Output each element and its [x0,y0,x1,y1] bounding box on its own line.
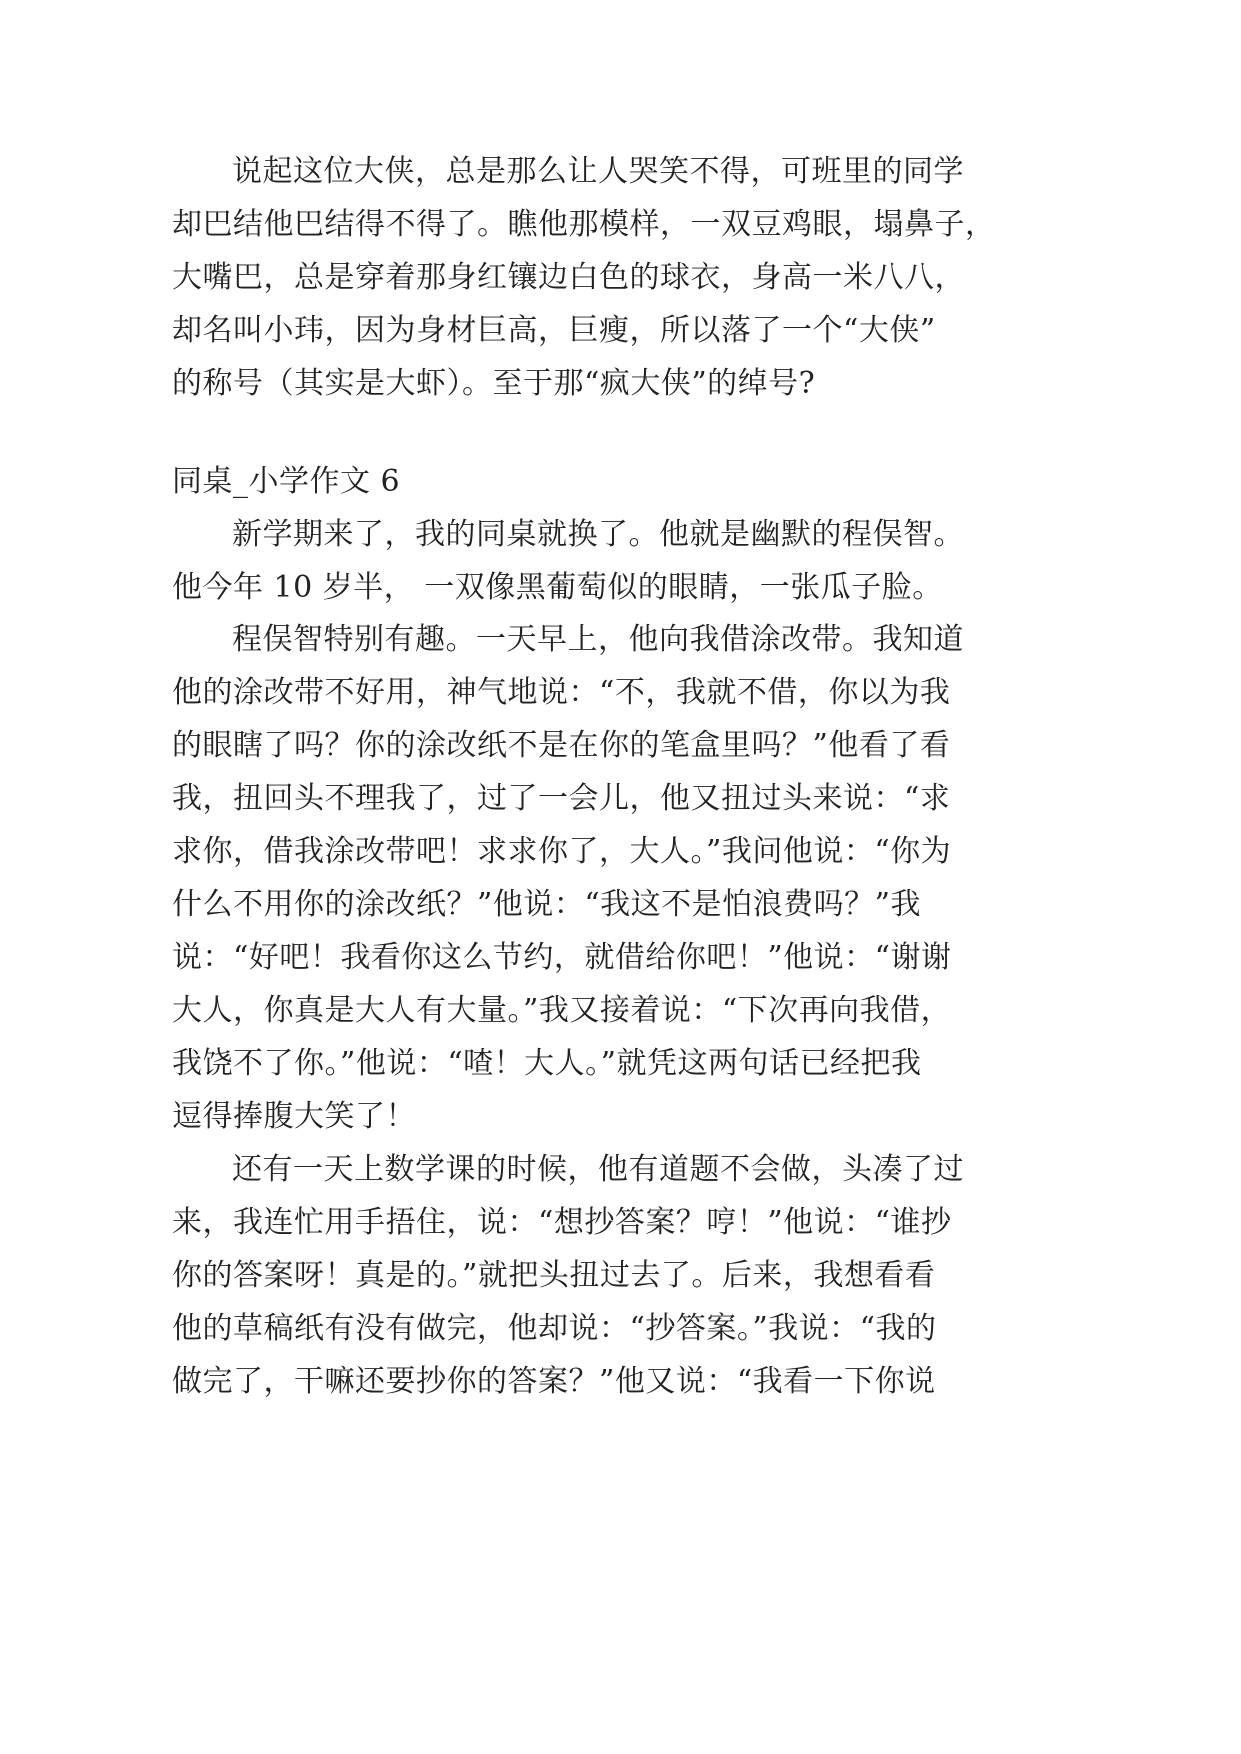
paragraph-3-line-2: 他的涂改带不好用，神气地说：“不，我就不借，你以为我 [172,675,951,710]
paragraph-3-line-1: 程俣智特别有趣。一天早上，他向我借涂改带。我知道 [232,622,964,657]
paragraph-3-line-9: 我饶不了你。”他说：“喳！大人。”就凭这两句话已经把我 [172,1046,922,1081]
paragraph-4-line-3: 你的答案呀！真是的。”就把头扭过去了。后来，我想看看 [172,1258,936,1293]
paragraph-3-line-8: 大人，你真是大人有大量。”我又接着说：“下次再向我借， [172,993,952,1028]
paragraph-3-line-10: 逗得捧腹大笑了！ [172,1099,416,1134]
paragraph-3-line-7: 说：“好吧！我看你这么节约，就借给你吧！”他说：“谢谢 [172,940,952,975]
paragraph-4-line-5: 做完了，干嘛还要抄你的答案？”他又说：“我看一下你说 [172,1364,936,1399]
paragraph-1-line-4: 却名叫小玮，因为身材巨高，巨瘦，所以落了一个“大侠” [172,313,936,348]
paragraph-1-line-3: 大嘴巴，总是穿着那身红镶边白色的球衣，身高一米八八， [172,260,965,295]
paragraph-3-line-3: 的眼瞎了吗？你的涂改纸不是在你的笔盒里吗？”他看了看 [172,728,951,763]
paragraph-2-line-1: 新学期来了，我的同桌就换了。他就是幽默的程俣智。 [232,517,964,552]
paragraph-1-line-1: 说起这位大侠，总是那么让人哭笑不得，可班里的同学 [232,154,964,189]
paragraph-4-line-4: 他的草稿纸有没有做完，他却说：“抄答案。”我说：“我的 [172,1311,937,1346]
paragraph-3-line-6: 什么不用你的涂改纸？”他说：“我这不是怕浪费吗？”我 [172,887,922,922]
paragraph-2-line-2: 他今年 10 岁半， 一双像黑葡萄似的眼睛，一张瓜子脸。 [172,570,943,605]
paragraph-3-line-4: 我，扭回头不理我了，过了一会儿，他又扭过头来说：“求 [172,781,951,816]
paragraph-1-line-5: 的称号（其实是大虾）。至于那“疯大侠”的绰号? [172,366,816,401]
essay-title: 同桌_小学作文 6 [172,464,401,499]
paragraph-4-line-1: 还有一天上数学课的时候，他有道题不会做，头凑了过 [232,1152,964,1187]
paragraph-4-line-2: 来，我连忙用手捂住，说：“想抄答案？哼！”他说：“谁抄 [172,1205,952,1240]
paragraph-3-line-5: 求你，借我涂改带吧！求求你了，大人。”我问他说：“你为 [172,834,952,869]
paragraph-1-line-2: 却巴结他巴结得不得了。瞧他那模样，一双豆鸡眼，塌鼻子， [172,207,996,242]
